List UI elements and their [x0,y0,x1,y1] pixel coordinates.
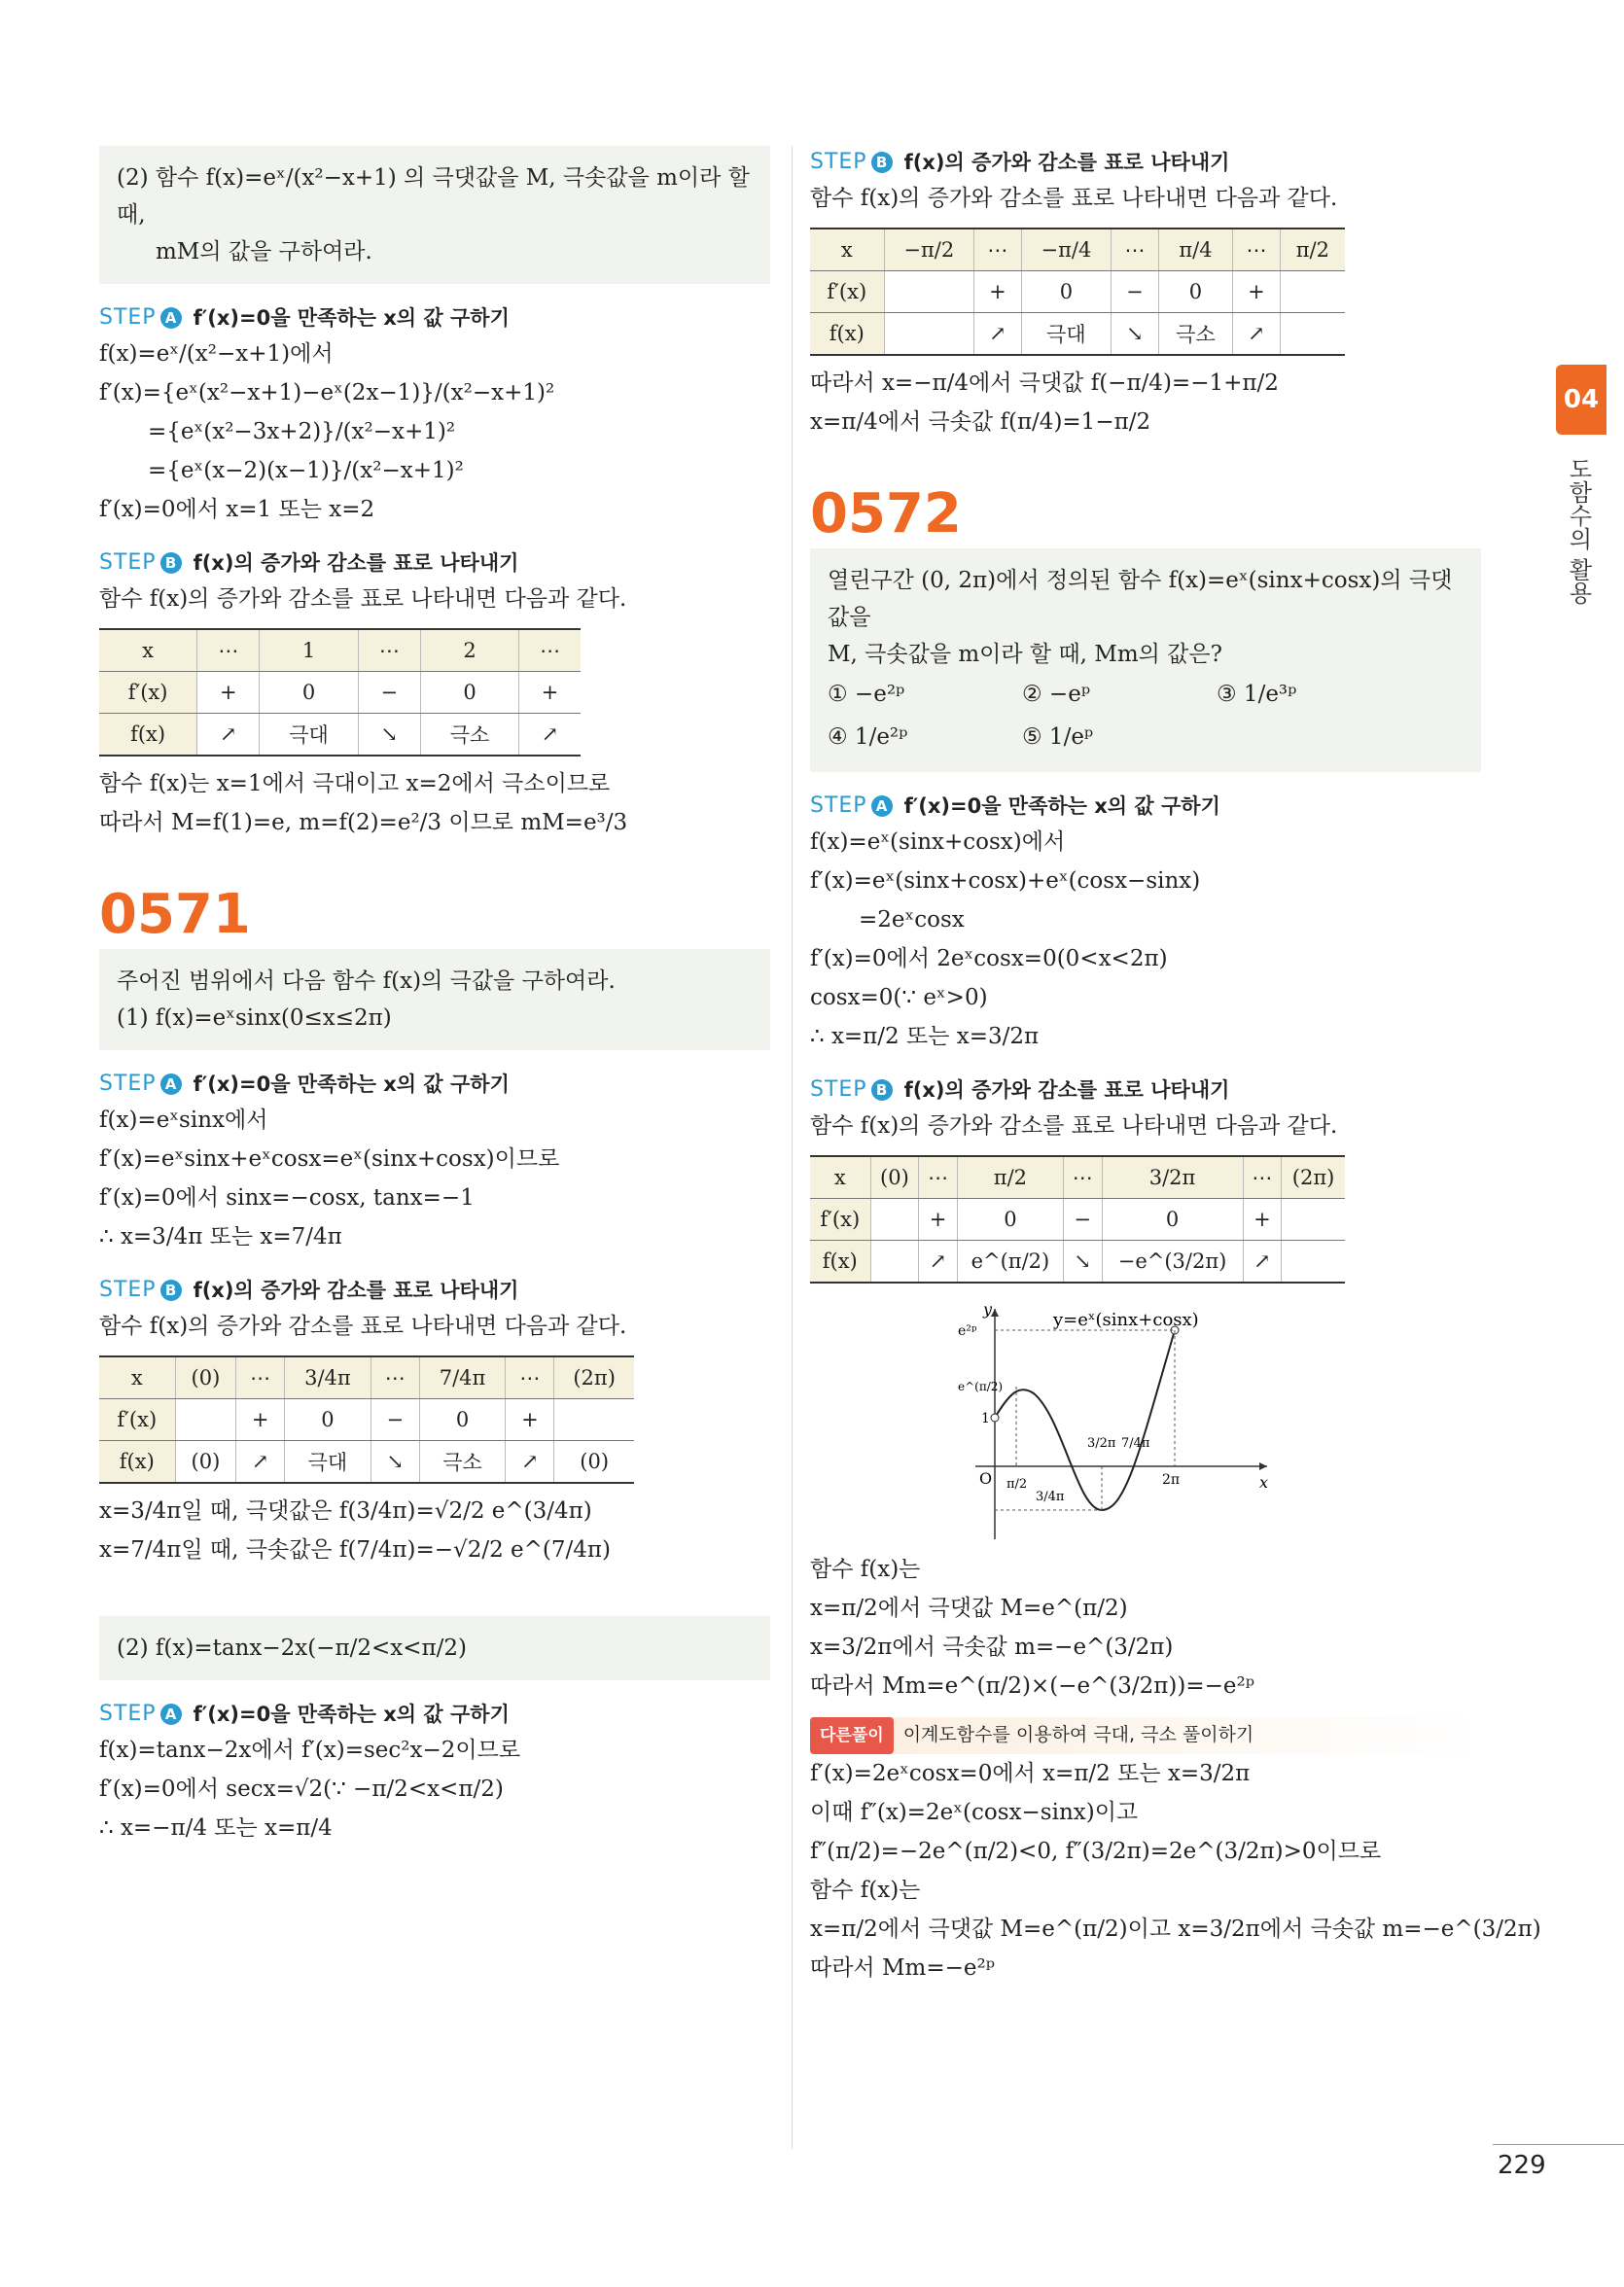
solution-line: ={eˣ(x−2)(x−1)}/(x²−x+1)² [148,458,464,483]
alternative-solution-heading [810,1717,1481,1754]
table-cell: (0) [554,1441,634,1484]
table-cell: ⋯ [1233,229,1281,271]
step-b-heading [99,1274,770,1307]
step-word: STEP [810,793,867,818]
table-cell: (0) [175,1441,236,1484]
origin-label: O [979,1469,993,1488]
table-cell [1280,271,1345,313]
table-cell: + [197,672,260,714]
solution-line: x=7/4π일 때, 극솟값은 f(7/4π)=−√2/2 e^(7/4π) [99,1537,612,1563]
table-cell: x [810,229,884,271]
step-word: STEP [99,1278,157,1302]
table-cell [884,313,974,356]
step-title: f(x)의 증가와 감소를 표로 나타내기 [903,151,1230,174]
step-badge: B [160,552,182,574]
tick-label: 2π [1162,1472,1181,1488]
table-cell [1280,313,1345,356]
table-cell: ⋯ [1112,229,1159,271]
table-cell: ⋯ [1063,1156,1102,1199]
table-cell: 극대 [1021,313,1112,356]
step-badge: A [871,795,893,817]
table-cell: 0 [420,672,518,714]
curve-label: y=eˣ(sinx+cosx) [1053,1310,1199,1330]
table-cell: −e^(3/2π) [1102,1241,1243,1284]
table-cell: ⋯ [919,1156,958,1199]
table-cell: ⋯ [506,1356,554,1399]
problem-box [99,1616,770,1680]
table-cell: f(x) [99,1441,175,1484]
table-cell: f(x) [99,714,197,756]
table-cell: f′(x) [99,1399,175,1441]
solution-line: cosx=0(∵ eˣ>0) [810,985,988,1010]
table-cell: 1 [260,629,358,672]
table-cell: 7/4π [419,1356,506,1399]
table-cell: 0 [285,1399,371,1441]
table-cell: f′(x) [99,672,197,714]
page-number: 229 [1498,2151,1546,2180]
table-cell: ↗ [236,1441,285,1484]
solution-line: =2eˣcosx [859,907,965,932]
table-cell [870,1241,919,1284]
table-cell: (2π) [554,1356,634,1399]
table-cell: ↗ [197,714,260,756]
table-cell: x [810,1156,870,1199]
step-a-heading [99,1068,770,1101]
table-intro: 함수 f(x)의 증가와 감소를 표로 나타내면 다음과 같다. [99,1314,627,1339]
solution-line: f′(x)=2eˣcosx=0에서 x=π/2 또는 x=3/2π [810,1761,1251,1786]
sign-table [99,1355,634,1484]
table-cell: π/2 [957,1156,1063,1199]
solution-line: 함수 f(x)는 [810,1557,921,1582]
table-cell: + [236,1399,285,1441]
solution-line: f′(x)=0에서 secx=√2(∵ −π/2<x<π/2) [99,1777,504,1802]
problem-line: (2) 함수 f(x)=eˣ/(x²−x+1) 의 극댓값을 M, 극솟값을 m이라 할 때, [117,165,750,228]
table-cell: 0 [1021,271,1112,313]
tick-label: π/2 [1006,1477,1028,1492]
step-word: STEP [99,1702,157,1726]
solution-line: f(x)=eˣ(sinx+cosx)에서 [810,829,1066,855]
step-badge: A [160,1073,182,1095]
table-cell: 3/2π [1102,1156,1243,1199]
table-cell: (2π) [1282,1156,1345,1199]
problem-line: 열린구간 (0, 2π)에서 정의된 함수 f(x)=eˣ(sinx+cosx)의 극댓값을 [828,568,1453,630]
table-cell: 0 [260,672,358,714]
problem-line: (1) f(x)=eˣsinx(0≤x≤2π) [117,1005,392,1031]
step-title: f(x)의 증가와 감소를 표로 나타내기 [903,1078,1230,1102]
step-badge: B [160,1280,182,1301]
problem-box [810,548,1481,772]
table-cell: + [1243,1199,1282,1241]
step-title: f′(x)=0을 만족하는 x의 값 구하기 [193,306,510,330]
solution-line: 이때 f″(x)=2eˣ(cosx−sinx)이고 [810,1800,1139,1825]
choice[interactable]: ② −eᵖ [1022,682,1091,707]
table-cell: 극소 [1158,313,1232,356]
table-cell: ⋯ [236,1356,285,1399]
table-cell: + [506,1399,554,1441]
solution-line: x=π/4에서 극솟값 f(π/4)=1−π/2 [810,409,1151,435]
table-cell: 0 [1158,271,1232,313]
table-intro: 함수 f(x)의 증가와 감소를 표로 나타내면 다음과 같다. [810,186,1338,211]
problem-line: mM의 값을 구하여라. [156,239,372,264]
solution-line: f″(π/2)=−2e^(π/2)<0, f″(3/2π)=2e^(3/2π)>0이므로 [810,1839,1382,1864]
solution-line: f′(x)={eˣ(x²−x+1)−eˣ(2x−1)}/(x²−x+1)² [99,380,555,405]
table-cell: − [371,1399,419,1441]
solution-line: f(x)=eˣ/(x²−x+1)에서 [99,341,334,367]
table-cell: π/4 [1158,229,1232,271]
table-cell: ↘ [1112,313,1159,356]
problem-number: 0572 [810,482,962,545]
table-cell [1282,1241,1345,1284]
table-cell [884,271,974,313]
solution-line: 따라서 x=−π/4에서 극댓값 f(−π/4)=−1+π/2 [810,370,1279,396]
solution-line: 함수 f(x)는 x=1에서 극대이고 x=2에서 극소이므로 [99,771,611,796]
step-b-heading [810,1073,1481,1107]
step-badge: A [160,1704,182,1725]
tick-label: e²ᵖ [958,1323,977,1339]
table-cell: π/2 [1280,229,1345,271]
solution-line: f′(x)=0에서 2eˣcosx=0(0<x<2π) [810,946,1168,971]
table-cell: (0) [175,1356,236,1399]
table-cell: ↘ [371,1441,419,1484]
table-cell: ↘ [1063,1241,1102,1284]
table-cell: ↗ [1233,313,1281,356]
step-word: STEP [99,305,157,330]
step-title: f′(x)=0을 만족하는 x의 값 구하기 [193,1073,510,1096]
x-axis-label: x [1259,1473,1269,1492]
table-cell: 극대 [285,1441,371,1484]
choice[interactable]: ③ 1/e³ᵖ [1217,682,1297,707]
table-cell: + [519,672,581,714]
table-cell: − [358,672,420,714]
table-cell: −π/4 [1021,229,1112,271]
step-badge: B [871,152,893,173]
table-cell: 극소 [419,1441,506,1484]
step-word: STEP [810,1077,867,1102]
problem-box [99,146,770,284]
tick-label: e^(π/2) [958,1380,1004,1393]
left-column [99,146,770,1847]
x-axis-arrow [1259,1462,1267,1470]
y-axis-label: y [983,1301,993,1319]
table-cell: 0 [957,1199,1063,1241]
table-cell: 0 [419,1399,506,1441]
table-cell [175,1399,236,1441]
table-cell: 2 [420,629,518,672]
table-cell: ⋯ [519,629,581,672]
open-endpoint [991,1414,999,1422]
table-cell: 극대 [260,714,358,756]
solution-line: 따라서 Mm=−e²ᵖ [810,1955,995,1981]
sign-table [99,628,581,756]
table-cell: ↗ [506,1441,554,1484]
tick-label: 3/2π [1087,1436,1116,1451]
step-badge: A [160,307,182,329]
problem-line: 주어진 범위에서 다음 함수 f(x)의 극값을 구하여라. [117,968,616,994]
alternative-solution-tag: 다른풀이 [810,1717,894,1754]
table-cell: + [974,271,1022,313]
solution-line: 따라서 M=f(1)=e, m=f(2)=e²/3 이므로 mM=e³/3 [99,810,628,835]
table-cell: − [1063,1199,1102,1241]
tick-label: 7/4π [1121,1436,1150,1451]
choice[interactable]: ① −e²ᵖ [828,682,905,707]
solution-line: x=3/4π일 때, 극댓값은 f(3/4π)=√2/2 e^(3/4π) [99,1498,592,1524]
step-a-heading [810,790,1481,823]
table-cell: ↗ [974,313,1022,356]
solution-line: ∴ x=3/4π 또는 x=7/4π [99,1224,342,1249]
table-cell [554,1399,634,1441]
solution-line: x=π/2에서 극댓값 M=e^(π/2) [810,1596,1128,1621]
choice[interactable]: ④ 1/e²ᵖ [828,724,908,750]
function-graph [956,1301,1277,1544]
tick-label: 3/4π [1036,1490,1065,1504]
choice[interactable]: ⑤ 1/eᵖ [1022,724,1094,750]
step-title: f(x)의 증가와 감소를 표로 나타내기 [193,551,519,575]
solution-line: ={eˣ(x²−3x+2)}/(x²−x+1)² [148,419,456,444]
step-word: STEP [810,150,867,174]
table-cell: (0) [870,1156,919,1199]
table-cell: −π/2 [884,229,974,271]
solution-line: f(x)=tanx−2x에서 f′(x)=sec²x−2이므로 [99,1738,521,1763]
table-cell: 극소 [420,714,518,756]
chapter-label: 도함수의 활용 [1565,457,1592,605]
table-cell: ⋯ [197,629,260,672]
table-cell: e^(π/2) [957,1241,1063,1284]
solution-line: f′(x)=eˣsinx+eˣcosx=eˣ(sinx+cosx)이므로 [99,1146,560,1172]
table-cell [1282,1199,1345,1241]
step-title: f(x)의 증가와 감소를 표로 나타내기 [193,1279,519,1302]
chapter-tab: 04 [1556,365,1606,435]
step-title: f′(x)=0을 만족하는 x의 값 구하기 [903,794,1220,818]
table-cell: ↗ [1243,1241,1282,1284]
table-cell: ⋯ [371,1356,419,1399]
right-column [810,146,1541,1988]
solution-line: ∴ x=−π/4 또는 x=π/4 [99,1815,333,1841]
step-b-heading [99,546,770,580]
table-cell: ↘ [358,714,420,756]
page-number-rule [1493,2144,1624,2145]
problem-line: M, 극솟값을 m이라 할 때, Mm의 값은? [828,642,1222,667]
step-title: f′(x)=0을 만족하는 x의 값 구하기 [193,1703,510,1726]
table-cell: f(x) [810,313,884,356]
table-cell: + [1233,271,1281,313]
solution-line: x=π/2에서 극댓값 M=e^(π/2)이고 x=3/2π에서 극솟값 m=−e^(3/2π) [810,1917,1541,1942]
solution-line: ∴ x=π/2 또는 x=3/2π [810,1024,1040,1049]
table-cell: f′(x) [810,1199,870,1241]
step-b-heading [810,146,1481,179]
table-cell: ↗ [519,714,581,756]
sign-table [810,1155,1345,1284]
table-cell: x [99,1356,175,1399]
table-cell: + [919,1199,958,1241]
table-cell: ⋯ [1243,1156,1282,1199]
solution-line: f′(x)=0에서 sinx=−cosx, tanx=−1 [99,1185,475,1211]
problem-box [99,949,770,1050]
solution-line: f(x)=eˣsinx에서 [99,1108,268,1133]
step-word: STEP [99,1072,157,1096]
alternative-solution-title: 이계도함수를 이용하여 극대, 극소 풀이하기 [902,1724,1254,1745]
sign-table [810,228,1345,356]
solution-line: 함수 f(x)는 [810,1878,921,1903]
table-intro: 함수 f(x)의 증가와 감소를 표로 나타내면 다음과 같다. [810,1113,1338,1139]
table-cell [870,1199,919,1241]
step-badge: B [871,1079,893,1101]
column-divider [792,146,793,2149]
y-axis-arrow [991,1309,999,1317]
step-word: STEP [99,550,157,575]
problem-number: 0571 [99,883,251,946]
table-intro: 함수 f(x)의 증가와 감소를 표로 나타내면 다음과 같다. [99,586,627,612]
step-a-heading [99,301,770,334]
table-cell: − [1112,271,1159,313]
solution-line: f′(x)=eˣ(sinx+cosx)+eˣ(cosx−sinx) [810,868,1201,894]
table-cell: x [99,629,197,672]
table-cell: ↗ [919,1241,958,1284]
table-cell: 0 [1102,1199,1243,1241]
table-cell: f(x) [810,1241,870,1284]
solution-line: f′(x)=0에서 x=1 또는 x=2 [99,497,375,522]
solution-line: 따라서 Mm=e^(π/2)×(−e^(3/2π))=−e²ᵖ [810,1673,1254,1699]
answer-choices [828,673,1464,758]
tick-label: 1 [981,1411,990,1426]
table-cell: ⋯ [974,229,1022,271]
table-cell: ⋯ [358,629,420,672]
step-a-heading [99,1698,770,1731]
table-cell: 3/4π [285,1356,371,1399]
problem-line: (2) f(x)=tanx−2x(−π/2<x<π/2) [117,1636,467,1661]
table-cell: f′(x) [810,271,884,313]
solution-line: x=3/2π에서 극솟값 m=−e^(3/2π) [810,1635,1174,1660]
